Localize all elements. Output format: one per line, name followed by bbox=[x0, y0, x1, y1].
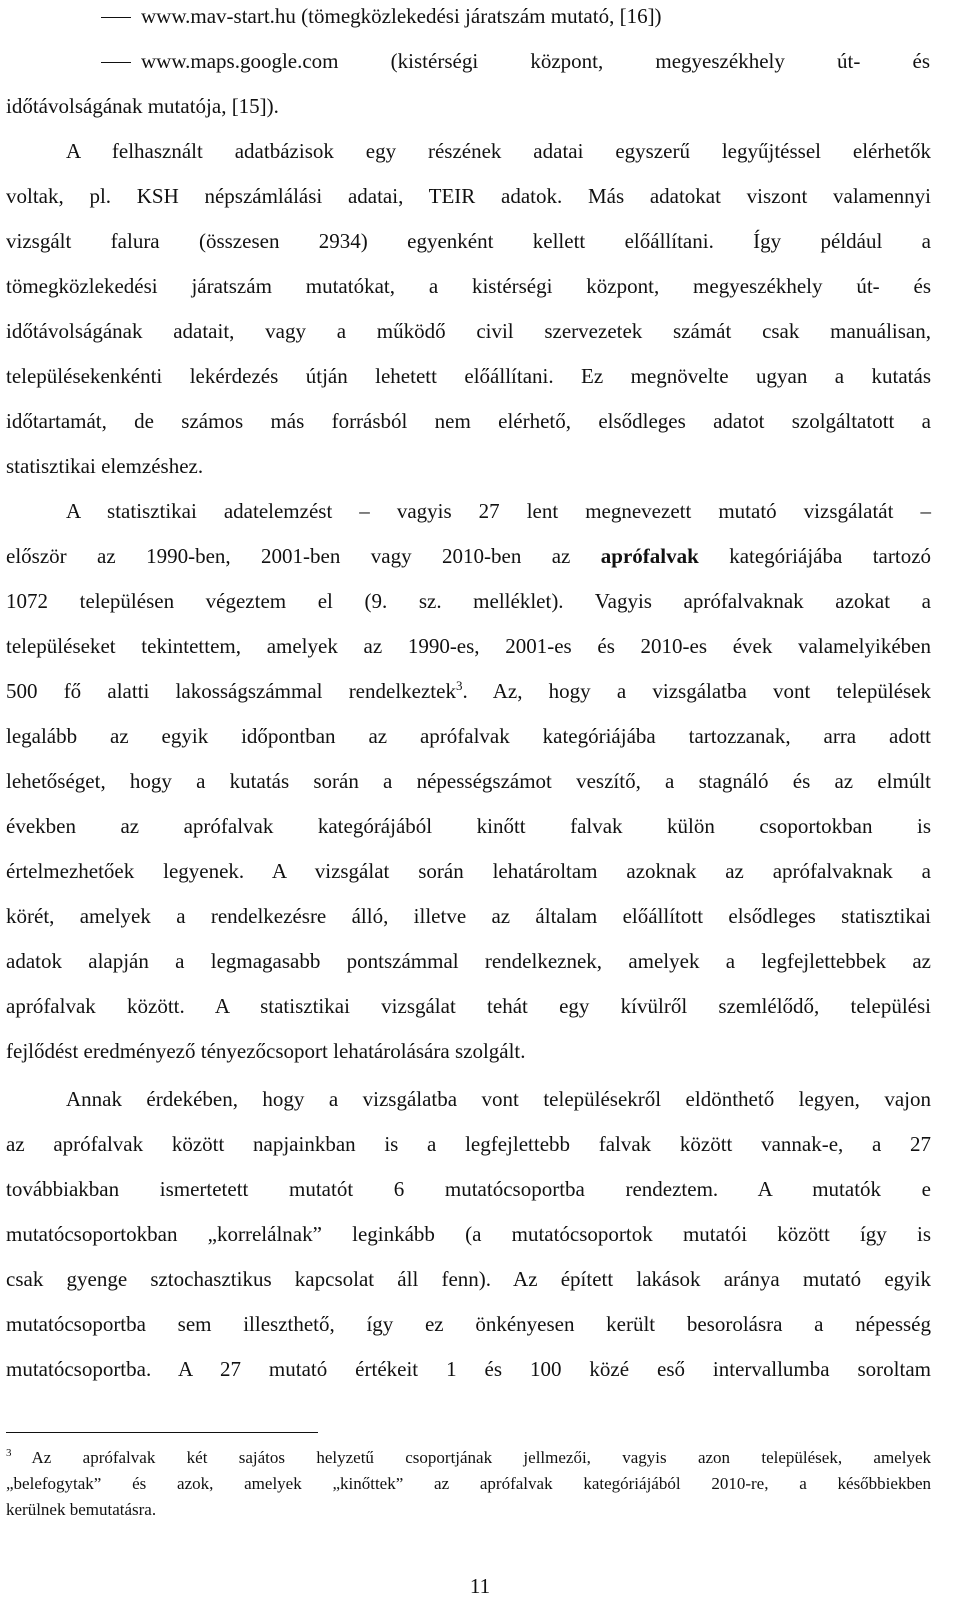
list-item-text: www.mav-start.hu (tömegközlekedési járatszám mutató, [16]) bbox=[141, 4, 662, 28]
text-line: statisztikai elemzéshez. bbox=[6, 454, 204, 478]
text-line: években az aprófalvak kategórájából kinőtt falvak külön csoportokban is bbox=[6, 814, 931, 838]
text-line: időtávolságának mutatója, [15]). bbox=[6, 94, 279, 118]
text-line: településekenkénti lekérdezés útján lehetett előállítani. Ez megnövelte ugyan a kutatás bbox=[6, 364, 931, 388]
text-segment: . Az, hogy a vizsgálatba vont települések bbox=[462, 679, 932, 703]
footnote-line: kerülnek bemutatásra. bbox=[6, 1500, 157, 1519]
footnote-text: Az aprófalvak két sajátos helyzetű csoportjának jellmezői, vagyis azon települések, amelyek bbox=[31, 1448, 931, 1467]
text-line: tömegközlekedési járatszám mutatókat, a kistérségi központ, megyeszékhely út- és bbox=[6, 274, 931, 298]
text-line: településeket tekintettem, amelyek az 1990-es, 2001-es és 2010-es évek valamelyikében bbox=[6, 634, 931, 658]
list-item-text: www.maps.google.com (kistérségi központ, megyeszékhely út- és bbox=[141, 49, 930, 73]
text-line: mutatócsoportba. A 27 mutató értékeit 1 és 100 közé eső intervallumba soroltam bbox=[6, 1357, 931, 1381]
text-line: időtartamát, de számos más forrásból nem elérhető, elsődleges adatot szolgáltatott a bbox=[6, 409, 931, 433]
list-item bbox=[101, 48, 930, 74]
paragraph-first-line: A statisztikai adatelemzést – vagyis 27 lent megnevezett mutató vizsgálatát – bbox=[66, 499, 931, 523]
text-line: voltak, pl. KSH népszámlálási adatai, TEIR adatok. Más adatokat viszont valamennyi bbox=[6, 184, 931, 208]
footnote-line bbox=[6, 1447, 931, 1469]
text-line: adatok alapján a legmagasabb pontszámmal rendelkeznek, amelyek a legfejlettebbek az bbox=[6, 949, 931, 973]
dash-bullet-icon bbox=[101, 17, 131, 18]
dash-bullet-icon bbox=[101, 62, 131, 63]
text-line: értelmezhetőek legyenek. A vizsgálat során lehatároltam azoknak az aprófalvaknak a bbox=[6, 859, 931, 883]
text-line: mutatócsoportokban „korrelálnak” leginkább (a mutatócsoportok mutatói között így is bbox=[6, 1222, 931, 1246]
text-line: továbbiakban ismertetett mutatót 6 mutatócsoportba rendeztem. A mutatók e bbox=[6, 1177, 931, 1201]
footnote-mark: 3 bbox=[6, 1447, 12, 1460]
text-line: 1072 településen végeztem el (9. sz. melléklet). Vagyis aprófalvaknak azokat a bbox=[6, 589, 931, 613]
paragraph-first-line: A felhasznált adatbázisok egy részének adatai egyszerű legyűjtéssel elérhetők bbox=[66, 139, 931, 163]
text-line: vizsgált falura (összesen 2934) egyenként kellett előállítani. Így például a bbox=[6, 229, 931, 253]
footnote-separator bbox=[6, 1432, 318, 1433]
text-line bbox=[6, 543, 931, 569]
text-line: körét, amelyek a rendelkezésre álló, illetve az általam előállított elsődleges statisztikai bbox=[6, 904, 931, 928]
text-line: aprófalvak között. A statisztikai vizsgálat tehát egy kívülről szemlélődő, települési bbox=[6, 994, 931, 1018]
text-segment: először az 1990-ben, 2001-ben vagy 2010-ben az bbox=[6, 544, 571, 568]
text-segment: 500 fő alatti lakosságszámmal rendelkeztek bbox=[6, 679, 456, 703]
emphasis-term: aprófalvak bbox=[600, 544, 699, 568]
text-line: fejlődést eredményező tényezőcsoport lehatárolására szolgált. bbox=[6, 1039, 526, 1063]
text-line: legalább az egyik időpontban az aprófalvak kategóriájába tartozzanak, arra adott bbox=[6, 724, 931, 748]
text-line: az aprófalvak között napjainkban is a legfejlettebb falvak között vannak-e, a 27 bbox=[6, 1132, 931, 1156]
list-item bbox=[101, 3, 930, 29]
footnote-reference: 3 bbox=[455, 678, 463, 693]
footnote-line: „belefogytak” és azok, amelyek „kinőttek” az aprófalvak kategóriájából 2010-re, a későbbiekben bbox=[6, 1474, 931, 1493]
text-line bbox=[6, 678, 931, 704]
text-line: csak gyenge sztochasztikus kapcsolat áll fenn). Az épített lakások aránya mutató egyik bbox=[6, 1267, 931, 1291]
text-line: időtávolságának adatait, vagy a működő civil szervezetek számát csak manuálisan, bbox=[6, 319, 931, 343]
text-line: mutatócsoportba sem illeszthető, így ez önkényesen került besorolásra a népesség bbox=[6, 1312, 931, 1336]
paragraph-first-line: Annak érdekében, hogy a vizsgálatba vont településekről eldönthető legyen, vajon bbox=[66, 1087, 931, 1111]
text-segment: kategóriájába tartozó bbox=[729, 544, 932, 568]
page-number: 11 bbox=[469, 1574, 491, 1598]
text-line: lehetőséget, hogy a kutatás során a népességszámot veszítő, a stagnáló és az elmúlt bbox=[6, 769, 931, 793]
